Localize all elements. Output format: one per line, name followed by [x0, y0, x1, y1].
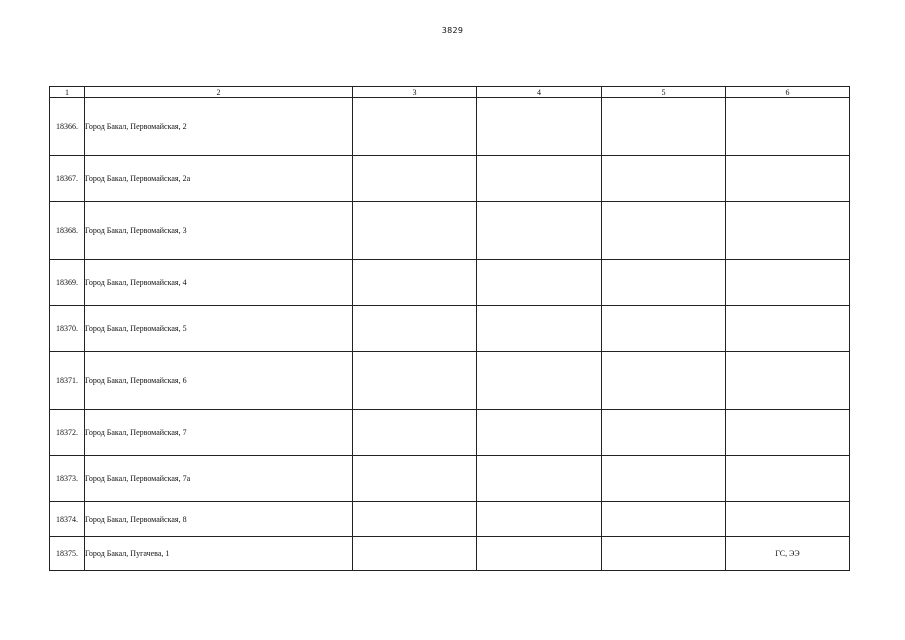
table-row	[50, 98, 850, 156]
row-address: Город Бакал, Первомайская, 3	[85, 202, 353, 260]
row-address: Город Бакал, Первомайская, 2	[85, 98, 353, 156]
row-cell-4	[477, 456, 602, 502]
row-cell-5	[602, 260, 726, 306]
column-header-4: 4	[477, 87, 602, 98]
row-number: 18370.	[50, 306, 85, 352]
row-cell-6	[726, 352, 850, 410]
row-cell-5	[602, 98, 726, 156]
table-row	[50, 537, 850, 571]
row-cell-3	[353, 456, 477, 502]
row-cell-5	[602, 502, 726, 537]
row-cell-6	[726, 260, 850, 306]
row-number: 18373.	[50, 456, 85, 502]
row-cell-4	[477, 502, 602, 537]
row-address: Город Бакал, Первомайская, 5	[85, 306, 353, 352]
table-header-row	[50, 87, 850, 98]
row-cell-4	[477, 306, 602, 352]
column-header-1: 1	[50, 87, 85, 98]
address-table	[49, 86, 850, 571]
row-number: 18375.	[50, 537, 85, 571]
row-cell-5	[602, 352, 726, 410]
row-cell-4	[477, 410, 602, 456]
row-cell-6	[726, 202, 850, 260]
column-header-3: 3	[353, 87, 477, 98]
column-header-6: 6	[726, 87, 850, 98]
row-address: Город Бакал, Первомайская, 6	[85, 352, 353, 410]
row-cell-3	[353, 502, 477, 537]
row-cell-4	[477, 537, 602, 571]
row-cell-6	[726, 98, 850, 156]
row-address: Город Бакал, Первомайская, 2а	[85, 156, 353, 202]
row-cell-6	[726, 456, 850, 502]
row-address: Город Бакал, Первомайская, 7а	[85, 456, 353, 502]
row-cell-5	[602, 537, 726, 571]
row-cell-4	[477, 156, 602, 202]
row-cell-4	[477, 98, 602, 156]
row-cell-4	[477, 202, 602, 260]
row-cell-3	[353, 352, 477, 410]
row-cell-6	[726, 156, 850, 202]
row-number: 18374.	[50, 502, 85, 537]
table-row	[50, 260, 850, 306]
page-number: 3829	[441, 26, 464, 35]
row-cell-6	[726, 410, 850, 456]
row-cell-3	[353, 537, 477, 571]
column-header-2: 2	[85, 87, 353, 98]
row-cell-6: ГС, ЭЭ	[726, 537, 850, 571]
row-cell-5	[602, 202, 726, 260]
row-cell-6	[726, 502, 850, 537]
row-number: 18368.	[50, 202, 85, 260]
row-number: 18369.	[50, 260, 85, 306]
table-row	[50, 456, 850, 502]
row-cell-5	[602, 306, 726, 352]
table-row	[50, 156, 850, 202]
row-cell-3	[353, 202, 477, 260]
row-cell-4	[477, 352, 602, 410]
row-cell-3	[353, 98, 477, 156]
row-number: 18366.	[50, 98, 85, 156]
table-row	[50, 202, 850, 260]
row-cell-3	[353, 306, 477, 352]
table-row	[50, 410, 850, 456]
row-cell-3	[353, 156, 477, 202]
row-cell-5	[602, 456, 726, 502]
row-address: Город Бакал, Первомайская, 7	[85, 410, 353, 456]
row-address: Город Бакал, Первомайская, 8	[85, 502, 353, 537]
table-row	[50, 502, 850, 537]
row-cell-3	[353, 410, 477, 456]
row-address: Город Бакал, Первомайская, 4	[85, 260, 353, 306]
row-address: Город Бакал, Пугачева, 1	[85, 537, 353, 571]
row-number: 18367.	[50, 156, 85, 202]
row-number: 18372.	[50, 410, 85, 456]
row-cell-5	[602, 156, 726, 202]
row-cell-5	[602, 410, 726, 456]
table-row	[50, 306, 850, 352]
row-cell-3	[353, 260, 477, 306]
row-cell-4	[477, 260, 602, 306]
row-number: 18371.	[50, 352, 85, 410]
table-row	[50, 352, 850, 410]
row-cell-6	[726, 306, 850, 352]
column-header-5: 5	[602, 87, 726, 98]
